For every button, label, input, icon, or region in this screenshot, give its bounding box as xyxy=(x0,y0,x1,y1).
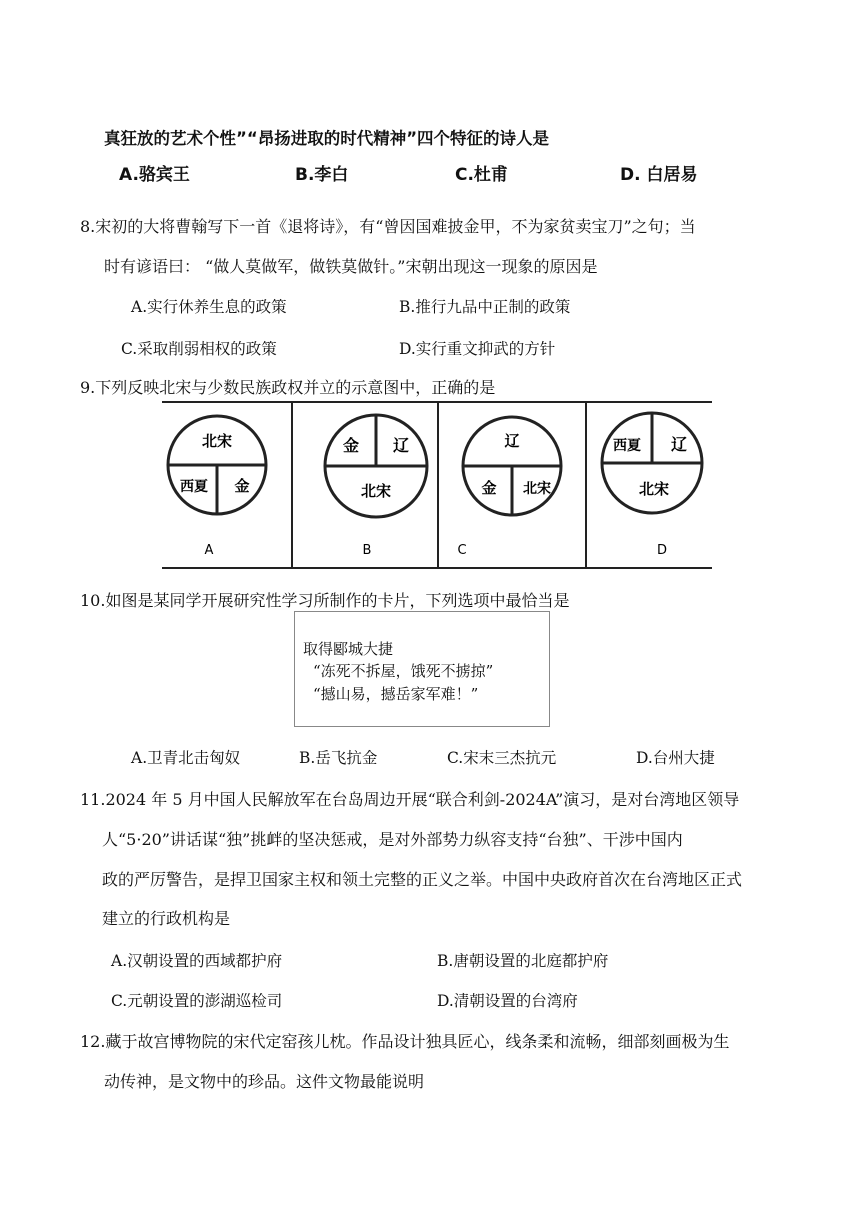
q9-regime-diagrams xyxy=(162,400,712,570)
q7-stem-tail: 真狂放的艺术个性”“昂扬进取的时代精神”四个特征的诗人是 xyxy=(104,129,550,148)
q8-option-c: C.采取削弱相权的政策 xyxy=(121,340,277,358)
q10-option-a: A.卫青北击匈奴 xyxy=(131,749,241,767)
q8-option-a: A.实行休养生息的政策 xyxy=(131,298,287,316)
q10-card-line1: 取得郾城大捷 xyxy=(303,640,394,658)
diagram-b xyxy=(325,415,427,558)
diagram-a xyxy=(168,416,266,558)
q11-option-c: C.元朝设置的澎湖巡检司 xyxy=(111,992,283,1010)
q11-stem-line3: 政的严厉警告，是捍卫国家主权和领土完整的正义之举。中国中央政府首次在台湾地区正式 xyxy=(102,870,743,889)
diagram-a-top: 北宋 xyxy=(201,432,233,450)
q11-stem-line4: 建立的行政机构是 xyxy=(102,909,231,928)
q8-option-d: D.实行重文抑武的方针 xyxy=(399,340,556,358)
q7-option-b: B.李白 xyxy=(295,165,349,185)
q10-option-d: D.台州大捷 xyxy=(636,749,715,767)
q7-option-d: D. 白居易 xyxy=(620,165,698,185)
diagram-d xyxy=(602,413,702,558)
q10-card-line2: “冻死不拆屋，饿死不掳掠” xyxy=(313,662,494,680)
diagram-d-top-right: 辽 xyxy=(670,435,688,454)
diagram-c-top: 辽 xyxy=(504,432,520,450)
diagram-a-bottom-left: 西夏 xyxy=(180,479,208,495)
q8-stem-line1: 8.宋初的大将曹翰写下一首《退将诗》，有“曾因国难披金甲，不为家贫卖宝刀”之句；当 xyxy=(80,217,696,236)
diagram-b-top-left: 金 xyxy=(342,436,360,455)
q11-option-d: D.清朝设置的台湾府 xyxy=(437,992,578,1010)
q7-option-a: A.骆宾王 xyxy=(119,165,190,185)
diagram-a-label: A xyxy=(204,543,214,558)
diagram-d-top-left: 西夏 xyxy=(613,438,641,454)
q10-option-b: B.岳飞抗金 xyxy=(299,749,378,767)
q10-card-line3: “撼山易，撼岳家军难！” xyxy=(313,685,479,703)
q11-stem-line1: 11.2024 年 5 月中国人民解放军在台岛周边开展“联合利剑-2024A”演习，是对台湾地区领导 xyxy=(80,790,740,809)
q8-stem-line2: 时有谚语曰： “做人莫做军，做铁莫做针。”宋朝出现这一现象的原因是 xyxy=(104,257,598,276)
q9-stem: 9.下列反映北宋与少数民族政权并立的示意图中，正确的是 xyxy=(80,378,496,397)
diagram-d-bottom: 北宋 xyxy=(638,480,670,498)
q11-option-a: A.汉朝设置的西域都护府 xyxy=(111,952,283,970)
diagram-a-bottom-right: 金 xyxy=(234,477,250,495)
diagram-c-label: C xyxy=(457,543,467,558)
diagram-c xyxy=(457,417,561,558)
q10-stem: 10.如图是某同学开展研究性学习所制作的卡片，下列选项中最恰当是 xyxy=(80,591,570,610)
diagram-b-label: B xyxy=(362,543,372,558)
q11-option-b: B.唐朝设置的北庭都护府 xyxy=(437,952,609,970)
diagram-b-bottom: 北宋 xyxy=(360,482,392,500)
diagram-d-label: D xyxy=(656,543,668,558)
q10-card xyxy=(294,611,550,727)
q7-option-c: C.杜甫 xyxy=(455,165,508,185)
diagram-c-bottom-right: 北宋 xyxy=(523,481,551,497)
q10-option-c: C.宋末三杰抗元 xyxy=(447,749,557,767)
diagram-b-top-right: 辽 xyxy=(392,436,410,455)
q11-stem-line2: 人“5·20”讲话谋“独”挑衅的坚决惩戒，是对外部势力纵容支持“台独”、干涉中国内 xyxy=(102,830,683,849)
diagram-c-bottom-left: 金 xyxy=(481,479,497,497)
q12-stem-line1: 12.藏于故宫博物院的宋代定窑孩儿枕。作品设计独具匠心，线条柔和流畅，细部刻画极为生 xyxy=(80,1032,730,1051)
q12-stem-line2: 动传神，是文物中的珍品。这件文物最能说明 xyxy=(104,1072,425,1091)
q8-option-b: B.推行九品中正制的政策 xyxy=(399,298,571,316)
